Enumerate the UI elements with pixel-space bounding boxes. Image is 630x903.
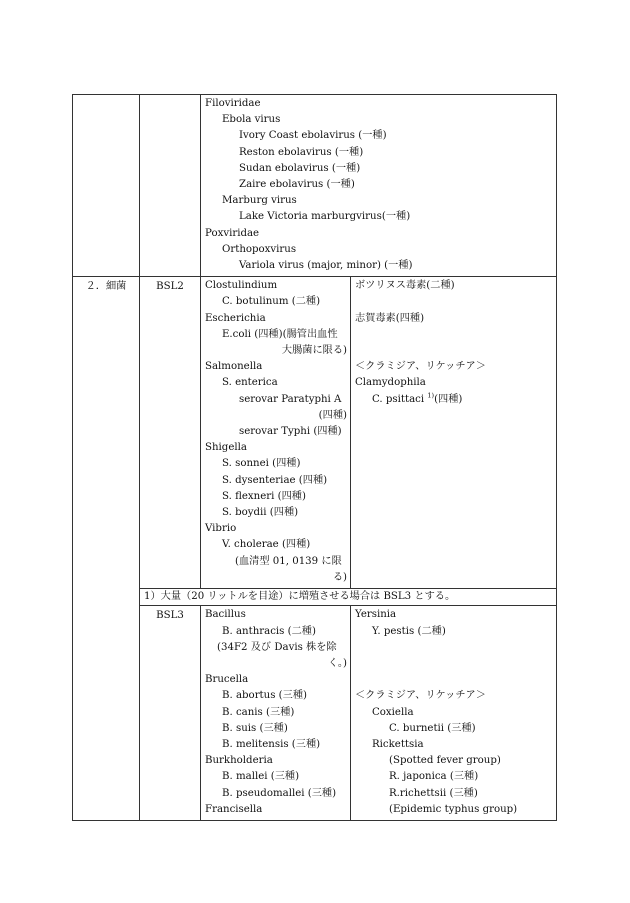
species-name: B. abortus (三種) <box>222 690 308 702</box>
serovar-name: serovar Typhi (四種) <box>239 426 342 438</box>
table-row-footnote <box>73 589 557 606</box>
species-note: (34F2 及び Davis 株を除 <box>217 641 337 653</box>
species-name: Reston ebolavirus (一種) <box>239 146 364 158</box>
species-name: B. pseudomallei (三種) <box>222 787 337 799</box>
footnote-text: 1）大量（20 リットルを目途）に増殖させる場合は BSL3 とする。 <box>144 591 456 603</box>
species-name: V. cholerae (四種) <box>222 539 311 551</box>
family-name: Poxviridae <box>205 227 260 239</box>
genus-name: Brucella <box>205 674 249 686</box>
species-name: C. botulinum (二種) <box>222 296 321 308</box>
serovar-name: serovar Paratyphi A <box>239 393 342 405</box>
species-name: S. flexneri (四種) <box>222 490 306 502</box>
genus-name: Ebola virus <box>222 114 281 126</box>
toxin-list-cell <box>351 277 557 589</box>
level-cell <box>140 606 201 821</box>
genus-name: Salmonella <box>205 361 263 373</box>
genus-name: Clostulindium <box>205 280 278 292</box>
species-name: R. japonica (三種) <box>389 771 479 783</box>
footnote-ref: 1) <box>427 391 435 400</box>
species-note: く。) <box>327 657 347 669</box>
species-name: B. suis (三種) <box>222 722 288 734</box>
species-name: E.coli (四種)(腸管出血性 <box>222 328 338 340</box>
level-cell <box>140 95 201 277</box>
table-row-virus <box>73 95 557 277</box>
toxin-name: 志賀毒素(四種) <box>355 312 425 324</box>
pathogen-table <box>72 94 557 821</box>
section-heading: ＜クラミジア、リケッチア＞ <box>355 690 486 702</box>
table-row-bacteria-bsl3 <box>73 606 557 821</box>
genus-name: Burkholderia <box>205 755 273 767</box>
table-row-bacteria-bsl2 <box>73 277 557 589</box>
species-name: Zaire ebolavirus (一種) <box>239 179 355 191</box>
species-name: C. psittaci $^{1)}$(四種) <box>372 391 463 405</box>
group-name: (Spotted fever group) <box>389 755 501 767</box>
section-heading: ＜クラミジア、リケッチア＞ <box>355 361 486 373</box>
species-name: Sudan ebolavirus (一種) <box>239 162 361 174</box>
pathogen-list-cell <box>201 95 557 277</box>
species-name: S. dysenteriae (四種) <box>222 474 328 486</box>
genus-name: Shigella <box>205 442 247 454</box>
species-name: Lake Victoria marburgvirus(一種) <box>239 211 411 223</box>
species-name: Y. pestis (二種) <box>372 625 446 637</box>
genus-name: Orthopoxvirus <box>222 243 297 255</box>
genus-name: Marburg virus <box>222 195 297 207</box>
species-name: B. canis (三種) <box>222 706 295 718</box>
genus-name: Clamydophila <box>355 377 426 389</box>
toxin-name: ボツリヌス毒素(二種) <box>355 280 455 292</box>
species-note: 大腸菌に限る) <box>281 345 347 357</box>
genus-name: Bacillus <box>205 609 246 621</box>
species-name: B. mallei (三種) <box>222 771 300 783</box>
footnote-cell <box>140 589 557 606</box>
genus-name: Escherichia <box>205 312 266 324</box>
genus-name: Yersinia <box>355 609 397 621</box>
species-name: Variola virus (major, minor) (一種) <box>239 260 413 272</box>
species-note: る) <box>332 571 347 583</box>
genus-name: Rickettsia <box>372 738 424 750</box>
family-name: Filoviridae <box>205 98 261 109</box>
category-cell <box>73 277 140 821</box>
pathogen-list-cell <box>201 277 351 589</box>
species-note: (四種) <box>318 409 347 421</box>
biosafety-level: BSL2 <box>156 281 184 293</box>
species-note: (血清型 01, 0139 に限 <box>235 555 342 567</box>
species-name: B. anthracis (二種) <box>222 625 316 637</box>
species-name: C. burnetii (三種) <box>389 722 476 734</box>
biosafety-level: BSL3 <box>156 610 184 622</box>
pathogen-list-cell <box>201 606 351 821</box>
genus-name: Francisella <box>205 803 263 815</box>
species-name: S. sonnei (四種) <box>222 458 301 470</box>
genus-name: Vibrio <box>205 523 237 535</box>
species-name: S. boydii (四種) <box>222 507 299 519</box>
category-cell <box>73 95 140 277</box>
species-name: Ivory Coast ebolavirus (一種) <box>239 130 387 142</box>
species-name: S. enterica <box>222 377 278 389</box>
species-name: B. melitensis (三種) <box>222 738 321 750</box>
species-name: R.richettsii (三種) <box>389 787 478 799</box>
level-cell <box>140 277 201 589</box>
category-label: ２．細菌 <box>85 281 127 293</box>
toxin-list-cell <box>351 606 557 821</box>
genus-name: Coxiella <box>372 706 414 718</box>
group-name: (Epidemic typhus group) <box>389 803 518 815</box>
